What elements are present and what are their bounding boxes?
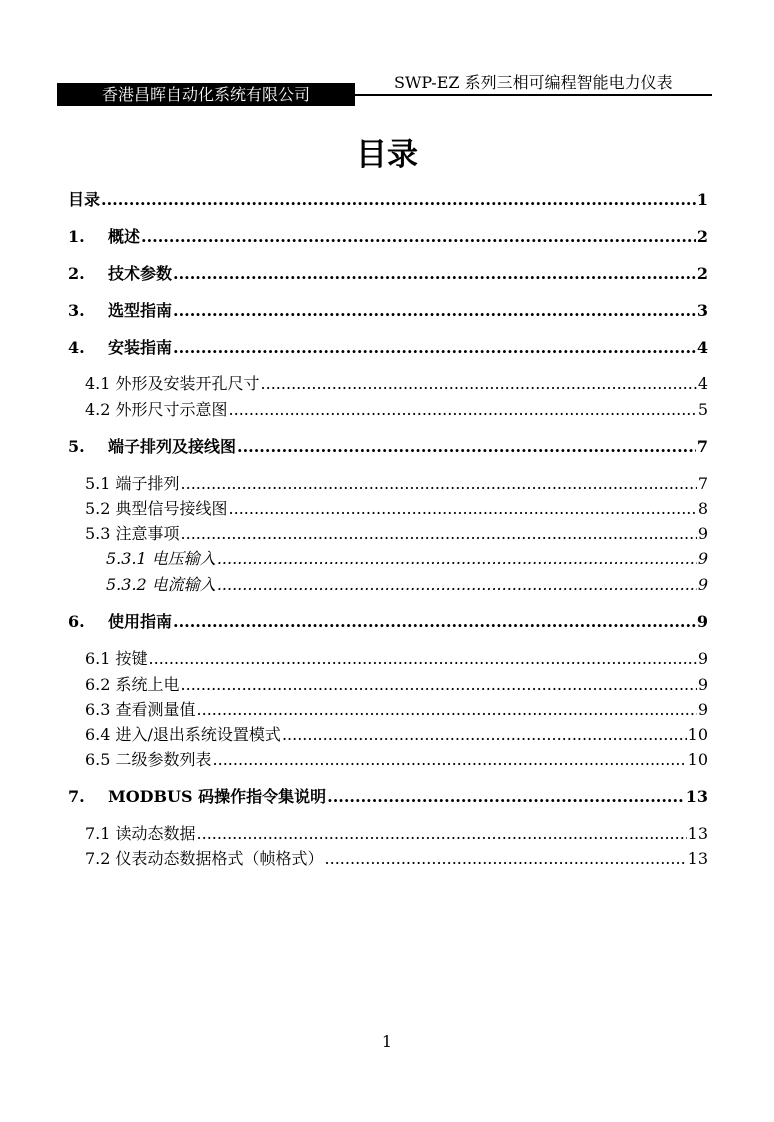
toc-leader: [197, 700, 697, 720]
toc-entry-6[interactable]: [68, 611, 708, 633]
toc-page: 9: [697, 649, 708, 668]
toc-entry-3[interactable]: [68, 300, 708, 322]
toc-number: 2.: [68, 264, 85, 283]
toc-label: 选型指南: [108, 301, 173, 320]
toc-page: 9: [696, 612, 708, 631]
toc-page: 13: [685, 787, 708, 806]
toc-entry-6-2[interactable]: [85, 675, 708, 695]
toc-entry-6-1[interactable]: [85, 649, 708, 669]
toc-leader: [327, 786, 685, 808]
toc-label: 6.5 二级参数列表: [85, 750, 212, 769]
toc-label: 目录: [68, 190, 101, 209]
toc-page: 7: [696, 437, 708, 456]
toc-entry-2[interactable]: [68, 263, 708, 285]
toc-leader: [229, 499, 697, 519]
toc-page: 8: [697, 499, 708, 518]
toc-entry-6-3[interactable]: [85, 700, 708, 720]
toc-page: 5: [697, 400, 708, 419]
toc-entry-4[interactable]: [68, 337, 708, 359]
toc-leader: [197, 824, 687, 844]
toc-label: 安装指南: [108, 338, 173, 357]
toc-page: 2: [696, 264, 708, 283]
toc-leader: [237, 436, 696, 458]
toc-page: 4: [697, 374, 708, 393]
page-title: 目录: [356, 137, 418, 173]
toc-entry-contents[interactable]: [68, 189, 708, 211]
toc-entry-7-2[interactable]: [85, 849, 708, 869]
toc-number: 7.: [68, 787, 85, 806]
toc-entry-7[interactable]: [68, 786, 708, 808]
toc-leader: [325, 849, 687, 869]
toc-page: 10: [687, 725, 708, 744]
toc-page: 9: [697, 575, 708, 594]
toc-leader: [213, 750, 687, 770]
toc-label: 6.4 进入/退出系统设置模式: [85, 725, 281, 744]
toc-entry-1[interactable]: [68, 226, 708, 248]
toc-leader: [282, 725, 687, 745]
toc-leader: [217, 575, 697, 595]
toc-page: 13: [687, 824, 708, 843]
toc-label: 7.1 读动态数据: [85, 824, 196, 843]
toc-number: 6.: [68, 612, 85, 631]
toc-entry-5-3-1[interactable]: [106, 549, 708, 569]
toc-label: 4.1 外形及安装开孔尺寸: [85, 374, 260, 393]
toc-leader: [173, 263, 696, 285]
toc-label: 技术参数: [108, 264, 173, 283]
toc-label: 5.2 典型信号接线图: [85, 499, 228, 518]
toc-label: 使用指南: [108, 612, 173, 631]
toc-entry-6-5[interactable]: [85, 750, 708, 770]
toc-page: 9: [697, 675, 708, 694]
toc-number: 3.: [68, 301, 85, 320]
toc-entry-6-4[interactable]: [85, 725, 708, 745]
toc-page: 9: [697, 524, 708, 543]
toc-number: 4.: [68, 338, 85, 357]
toc-leader: [181, 675, 697, 695]
toc-leader: [173, 300, 696, 322]
toc-entry-5-3[interactable]: [85, 524, 708, 544]
toc-label: 端子排列及接线图: [108, 437, 237, 456]
toc-label: 6.1 按键: [85, 649, 148, 668]
page-number: 1: [381, 1032, 393, 1051]
toc-entry-5[interactable]: [68, 436, 708, 458]
toc-page: 4: [696, 338, 708, 357]
header-rule: [355, 94, 712, 96]
toc-entry-4-1[interactable]: [85, 374, 708, 394]
toc-leader: [261, 374, 697, 394]
toc-entry-4-2[interactable]: [85, 400, 708, 420]
toc-page: 7: [697, 474, 708, 493]
toc-leader: [217, 549, 697, 569]
toc-label: 7.2 仪表动态数据格式（帧格式）: [85, 849, 324, 868]
toc-number: 5.: [68, 437, 85, 456]
header-company-name: 香港昌晖自动化系统有限公司: [57, 83, 355, 106]
toc-label: 5.3.2 电流输入: [106, 575, 216, 594]
toc-leader: [101, 189, 696, 211]
toc-leader: [181, 524, 697, 544]
toc-entry-5-1[interactable]: [85, 474, 708, 494]
toc-page: 2: [696, 227, 708, 246]
toc-number: 1.: [68, 227, 85, 246]
toc-label: 概述: [108, 227, 141, 246]
toc-page: 13: [687, 849, 708, 868]
toc-entry-7-1[interactable]: [85, 824, 708, 844]
toc-leader: [173, 611, 696, 633]
toc-leader: [149, 649, 697, 669]
toc-leader: [229, 400, 697, 420]
toc-leader: [173, 337, 696, 359]
toc-leader: [141, 226, 696, 248]
toc-label: 5.3 注意事项: [85, 524, 180, 543]
toc-label: 6.2 系统上电: [85, 675, 180, 694]
toc-entry-5-2[interactable]: [85, 499, 708, 519]
toc-page: 1: [696, 190, 708, 209]
toc-entry-5-3-2[interactable]: [106, 575, 708, 595]
toc-label: 6.3 查看测量值: [85, 700, 196, 719]
toc-page: 10: [687, 750, 708, 769]
toc-leader: [181, 474, 697, 494]
toc-page: 3: [696, 301, 708, 320]
toc-page: 9: [697, 549, 708, 568]
header-product-title: SWP-EZ 系列三相可编程智能电力仪表: [394, 73, 673, 92]
toc-label: 4.2 外形尺寸示意图: [85, 400, 228, 419]
toc-label: MODBUS 码操作指令集说明: [108, 787, 327, 806]
toc-label: 5.3.1 电压输入: [106, 549, 216, 568]
toc-page: 9: [697, 700, 708, 719]
toc-label: 5.1 端子排列: [85, 474, 180, 493]
